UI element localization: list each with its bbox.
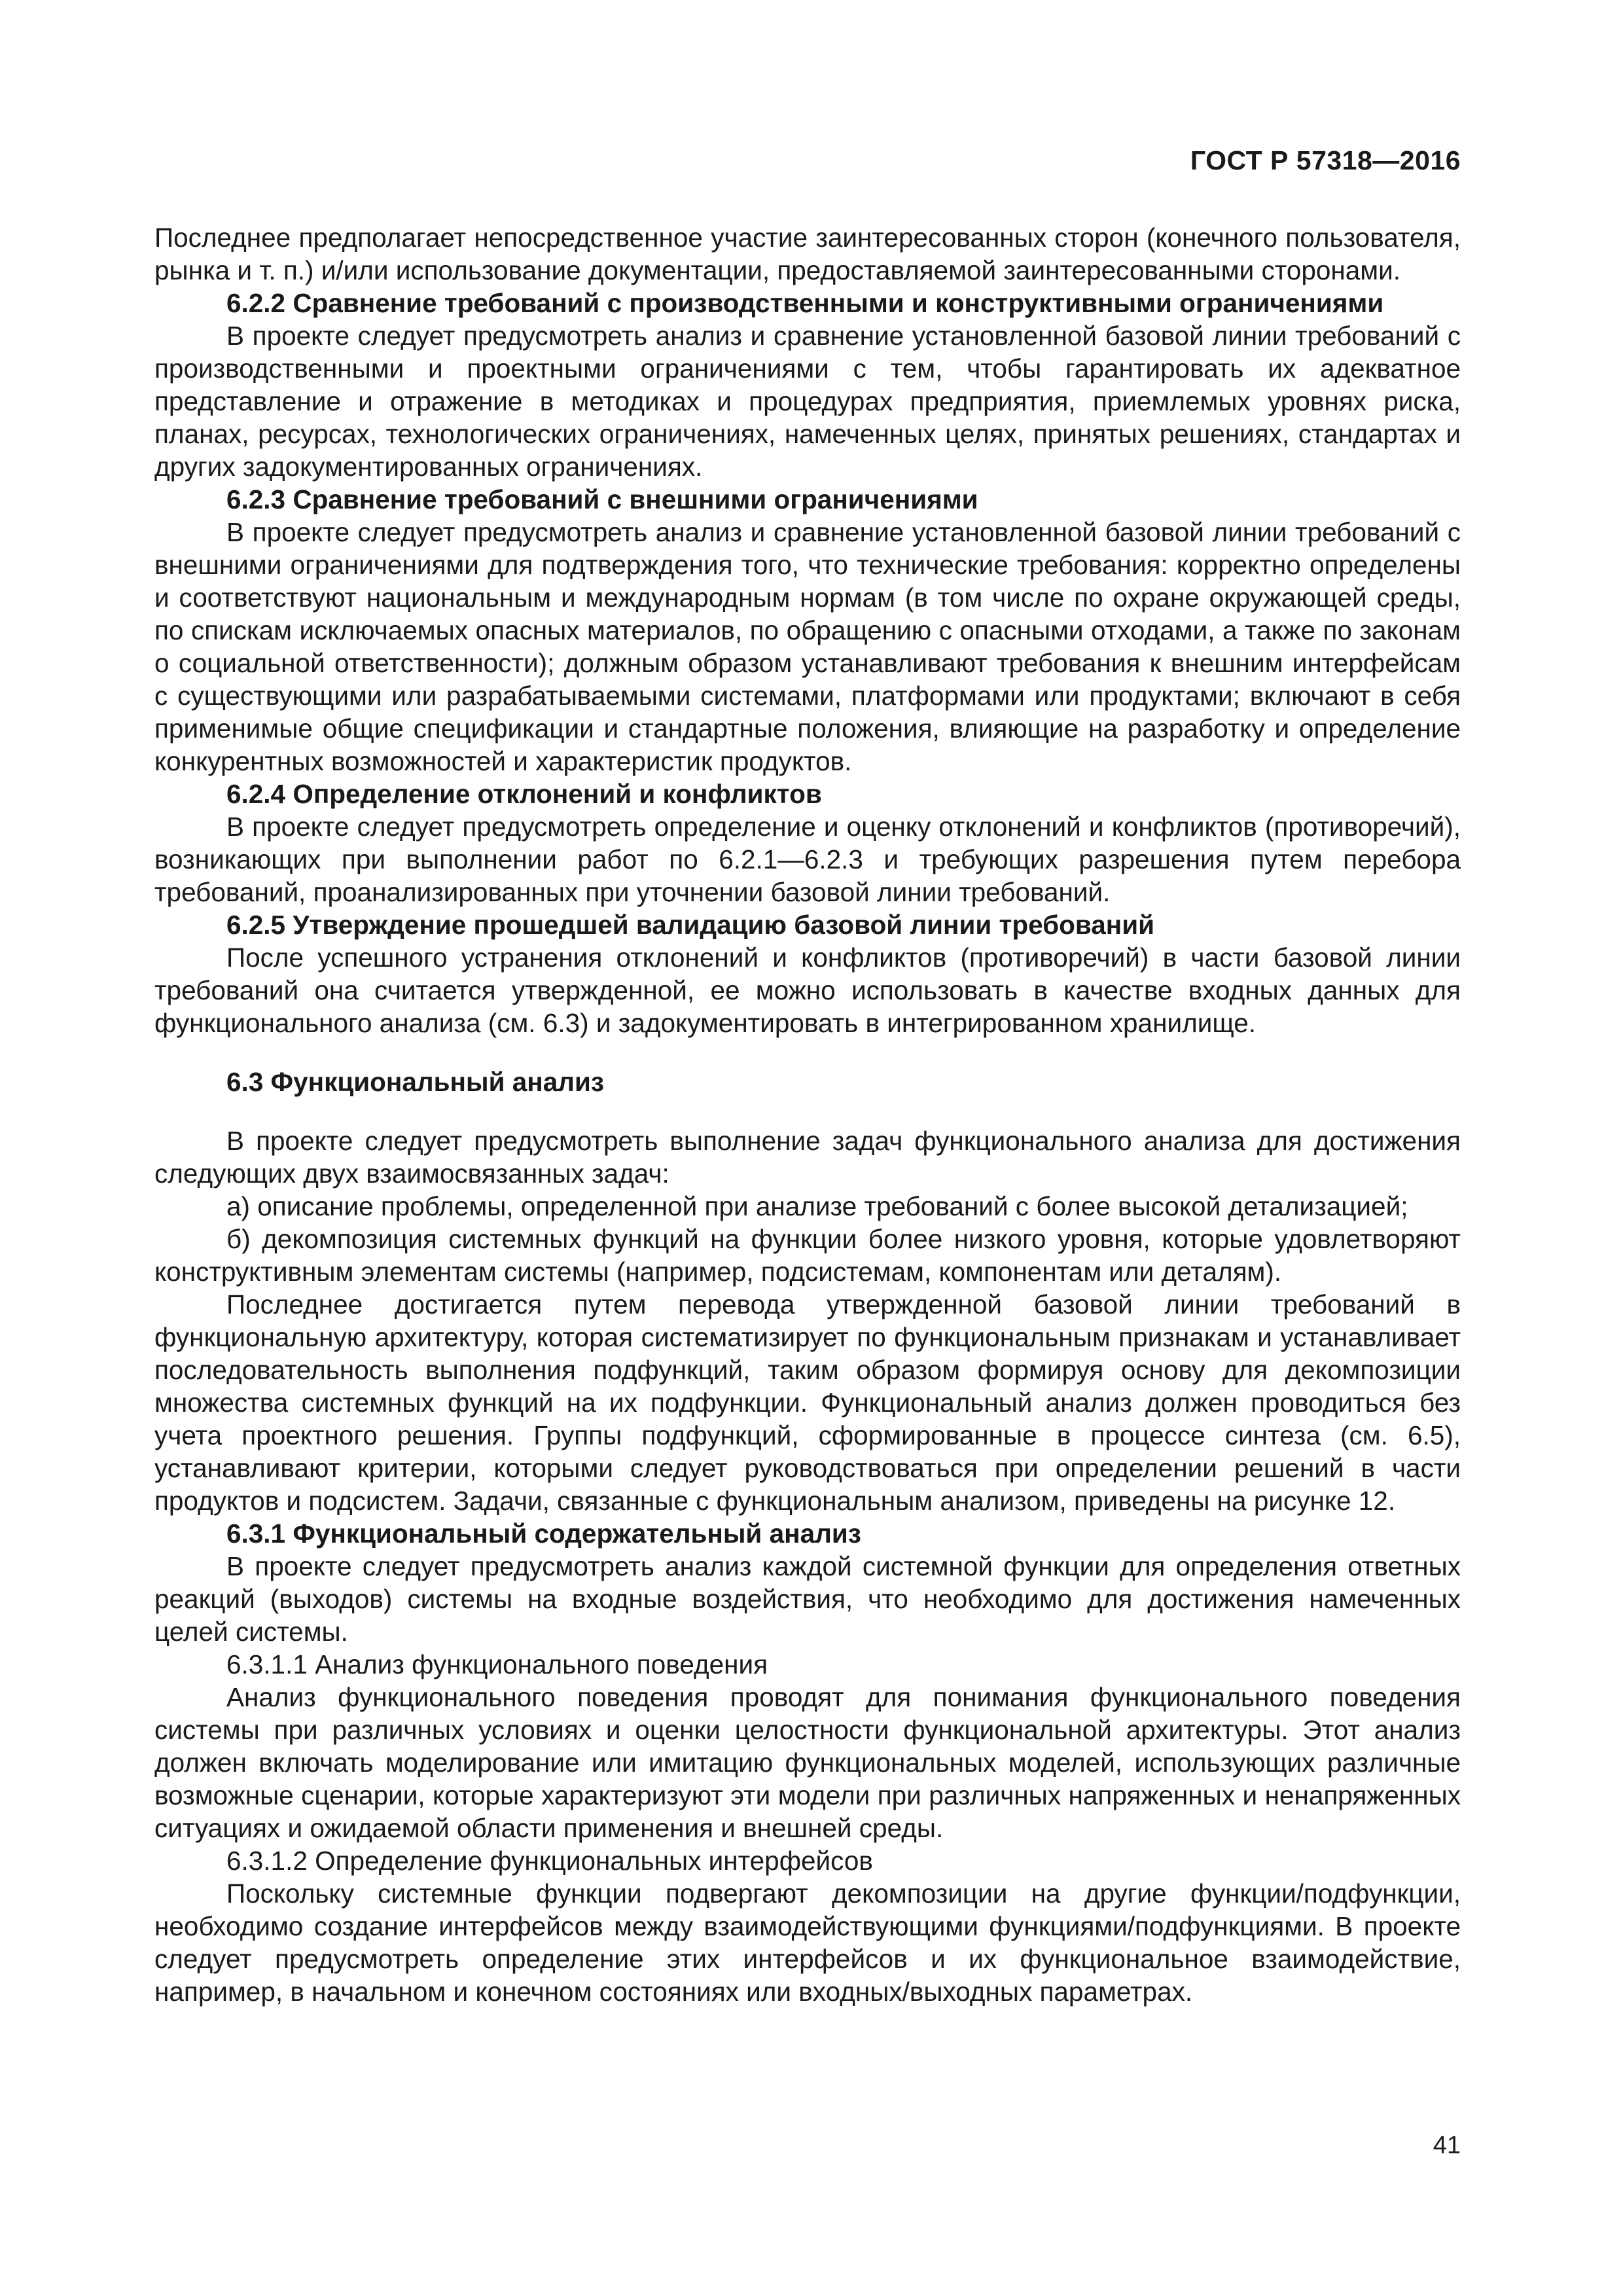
paragraph: Анализ функционального поведения проводят для понимания функционального поведения системы при различных условиях и оценки целостности функциональной архитектуры. Этот анализ должен включать моделирование или имитацию функциональных моделей, использующих различные возможные сценарии, которые характеризуют эти модели при различных напряженных и ненапряженных ситуациях и ожидаемой области применения и внешней среды. — [154, 1682, 1461, 1843]
page-number: 41 — [1433, 2132, 1461, 2159]
section-heading-6-2-3: 6.2.3 Сравнение требований с внешними ограничениями — [226, 484, 978, 514]
section-heading-6-2-4: 6.2.4 Определение отклонений и конфликтов — [226, 779, 822, 809]
list-item: б) декомпозиция системных функций на функции более низкого уровня, которые удовлетворяют конструктивным элементам системы (например, подсистемам, компонентам или деталям). — [154, 1224, 1461, 1287]
paragraph: В проекте следует предусмотреть анализ каждой системной функции для определения ответных реакций (выходов) системы на входные воздействия, что необходимо для достижения намеченных целей системы. — [154, 1551, 1461, 1647]
subsection-heading-6-3-1-1: 6.3.1.1 Анализ функционального поведения — [226, 1649, 768, 1679]
section-heading-6-2-5: 6.2.5 Утверждение прошедшей валидацию базовой линии требований — [226, 910, 1155, 940]
document-header: ГОСТ Р 57318—2016 — [1190, 145, 1461, 175]
paragraph: В проекте следует предусмотреть определение и оценку отклонений и конфликтов (противоречий), возникающих при выполнении работ по 6.2.1—6.2.3 и требующих разрешения путем перебора требований, проанализированных при уточнении базовой линии требований. — [154, 812, 1461, 907]
section-heading-6-3: 6.3 Функциональный анализ — [226, 1067, 604, 1097]
paragraph: Поскольку системные функции подвергают декомпозиции на другие функции/подфункции, необходимо создание интерфейсов между взаимодействующими функциями/подфункциями. В проекте следует предусмотреть определение этих интерфейсов и их функциональное взаимодействие, например, в начальном и конечном состояниях или входных/выходных параметрах. — [154, 1878, 1461, 2007]
subsection-heading-6-3-1-2: 6.3.1.2 Определение функциональных интерфейсов — [226, 1846, 873, 1876]
paragraph: Последнее предполагает непосредственное участие заинтересованных сторон (конечного пользователя, рынка и т. п.) и/или использование документации, предоставляемой заинтересованными сторонами. — [154, 223, 1461, 285]
paragraph: В проекте следует предусмотреть анализ и сравнение установленной базовой линии требований с производственными и проектными ограничениями с тем, чтобы гарантировать их адекватное представление и отражение в методиках и процедурах предприятия, приемлемых уровнях риска, планах, ресурсах, технологических ограничениях, намеченных целях, принятых решениях, стандартах и других задокументированных ограничениях. — [154, 321, 1461, 482]
document-body — [154, 221, 1461, 2008]
paragraph: После успешного устранения отклонений и конфликтов (противоречий) в части базовой линии требований она считается утвержденной, ее можно использовать в качестве входных данных для функционального анализа (см. 6.3) и задокументировать в интегрированном хранилище. — [154, 942, 1461, 1038]
list-item: а) описание проблемы, определенной при анализе требований с более высокой детализацией; — [226, 1191, 1408, 1221]
paragraph: Последнее достигается путем перевода утвержденной базовой линии требований в функциональную архитектуру, которая систематизирует по функциональным признакам и устанавливает последовательность выполнения подфункций, таким образом формируя основу для декомпозиции множества системных функций на их подфункции. Функциональный анализ должен проводиться без учета проектного решения. Группы подфункций, сформированные в процессе синтеза (см. 6.5), устанавливают критерии, которыми следует руководствоваться при определении решений в части продуктов и подсистем. Задачи, связанные с функциональным анализом, приведены на рисунке 12. — [154, 1289, 1461, 1516]
paragraph: В проекте следует предусмотреть анализ и сравнение установленной базовой линии требований с внешними ограничениями для подтверждения того, что технические требования: корректно определены и соответствуют национальным и международным нормам (в том числе по охране окружающей среды, по спискам исключаемых опасных материалов, по обращению с опасными отходами, а также по законам о социальной ответственности); должным образом устанавливают требования к внешним интерфейсам с существующими или разрабатываемыми системами, платформами или продуктами; включают в себя применимые общие спецификации и стандартные положения, влияющие на разработку и определение конкурентных возможностей и характеристик продуктов. — [154, 517, 1461, 776]
section-heading-6-3-1: 6.3.1 Функциональный содержательный анализ — [226, 1518, 861, 1549]
section-heading-6-2-2: 6.2.2 Сравнение требований с производственными и конструктивными ограничениями — [226, 288, 1384, 318]
paragraph: В проекте следует предусмотреть выполнение задач функционального анализа для достижения следующих двух взаимосвязанных задач: — [154, 1126, 1461, 1189]
